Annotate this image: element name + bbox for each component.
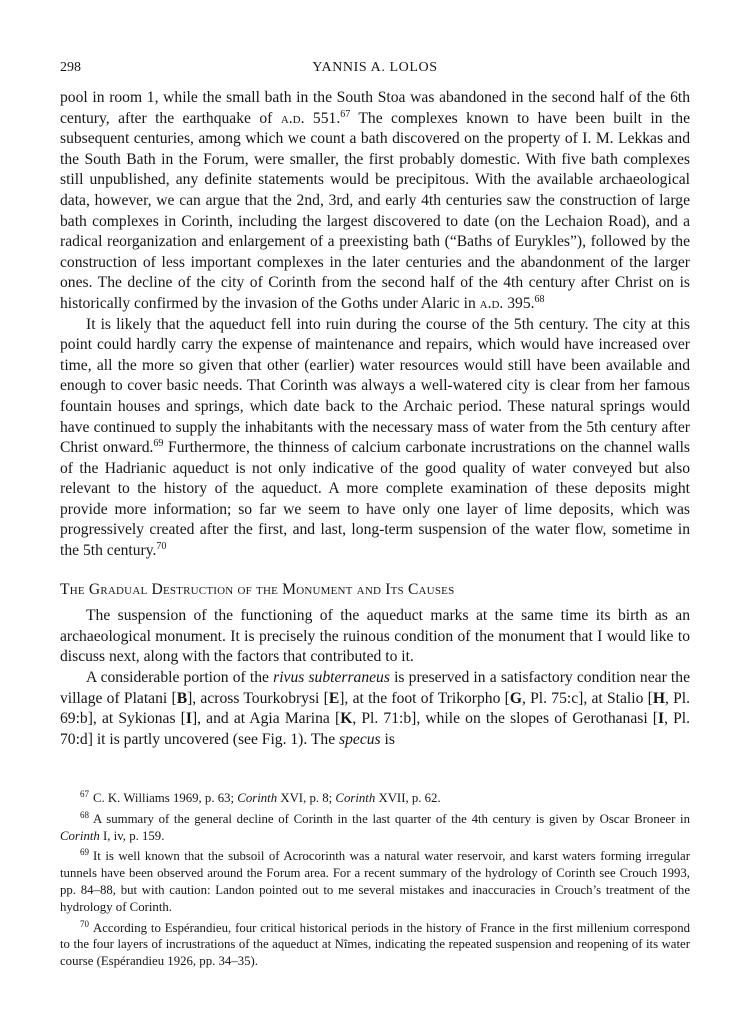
footnote-number: 67 [80, 789, 89, 799]
footnote-ref-70[interactable]: 70 [156, 541, 167, 553]
paragraph-2: It is likely that the aqueduct fell into ruin during the course of the 5th century. The city at this point could hardly carry the expense of maintenance and repairs, which would have increased over time, all the more so given that other (earlier) water resources would still have been available and enough to cover basic needs. That Corinth was always a well-watered city is clear from her famous fountain houses and springs, which date back to the Archaic period. These natural springs would have continued to supply the inhabitants with the necessary mass of water from the 5th century after Christ onward.$^{69}$ Furthermore, the thinness of calcium carbonate incrustrations on the channel walls of the Hadrianic aqueduct is not only indicative of the good quality of water conveyed but also relevant to the history of the aqueduct. A more complete examination of these deposits might provide more information; so far we seem to have only one layer of lime deposits, which was progressively created after the first, and last, long-term suspension of the water flow, sometime in the 5th century.$^{70}$ [60, 315, 690, 560]
section-heading: The Gradual Destruction of the Monument and Its Causes [60, 580, 455, 598]
footnote-number: 68 [80, 809, 89, 820]
footnote-68: $^{68}$ A summary of the general decline of Corinth in the last quarter of the 4th century is given by Oscar Broneer in Corinth I, iv, p. 159. [60, 809, 690, 843]
footnote-ref-68[interactable]: 68 [534, 293, 545, 305]
footnote-69: $^{69}$ It is well known that the subsoil of Acrocorinth was a natural water reservoir, and karst waters forming irregular tunnels have been observed around the Forum area. For a recent summary of the hydrology of Corinth see Crouch 1993, pp. 84–88, but with caution: Landon pointed out to me several mistakes and inaccuracies in Crouch’s treatment of the hydrology of Corinth. [60, 847, 690, 914]
footnote-number: 69 [80, 847, 89, 858]
era-abbreviation: a.d. [479, 294, 504, 312]
body-text [60, 88, 690, 750]
paragraph-1: pool in room 1, while the small bath in the South Stoa was abandoned in the second half of the 6th century, after the earthquake of a.d. 551.67 The complexes known to have been built in the subsequent centuries, among which we count a bath discovered on the property of I. M. Lekkas and the South Bath in the Forum, were smaller, the first probably domestic. With five bath complexes still unpublished, any definite statements would be precipitous. With the available archaeological data, however, we can argue that the 2nd, 3rd, and early 4th centuries saw the construction of large bath complexes in Corinth, including the largest discovered to date (on the Lechaion Road), and a radical reorganization and enlargement of a preexisting bath (“Baths of Eurykles”), followed by the construction of less important complexes in the later centuries and the abandonment of the larger ones. The decline of the city of Corinth from the second half of the 4th century after Christ on is historically confirmed by the invasion of the Goths under Alaric in a.d. 395.68 [60, 89, 690, 312]
footnote-ref-69[interactable]: 69 [153, 438, 164, 450]
site-label-g: G [509, 689, 522, 707]
site-label-i: I [185, 710, 192, 728]
site-label-k: K [340, 710, 353, 728]
site-label-e: E [328, 689, 340, 707]
era-abbreviation: a.d. [280, 109, 305, 127]
latin-term: specus [339, 730, 381, 748]
footnote-70: $^{70}$ According to Espérandieu, four critical historical periods in the history of France in the first millenium correspond to the four layers of incrustrations of the aqueduct at Nîmes, indicating the repeated suspension and reopening of its water course (Espérandieu 1926, pp. 34–35). [60, 918, 690, 969]
running-title: YANNIS A. LOLOS [312, 60, 438, 75]
footnote-ref-67[interactable]: 67 [340, 108, 351, 120]
footnote-67: $^{67}$ C. K. Williams 1969, p. 63; Corinth XVI, p. 8; Corinth XVII, p. 62. [80, 789, 441, 805]
site-label-b: B [176, 689, 188, 707]
page-number: 298 [60, 60, 81, 75]
site-label-i-2: I [658, 710, 665, 728]
footnote-number: 70 [80, 918, 89, 929]
latin-term: rivus subterraneus [273, 669, 390, 687]
footnotes [60, 790, 690, 974]
document-page [60, 0, 690, 1024]
paragraph-3: The suspension of the functioning of the aqueduct marks at the same time its birth as an archaeological monument. It is precisely the ruinous condition of the monument that I would like to discuss next, along with the factors that contributed to it. [60, 607, 690, 666]
paragraph-4: A considerable portion of the rivus subterraneus is preserved in a satisfactory condition near the village of Platani [B], across Tourkobrysi [E], at the foot of Trikorpho [G, Pl. 75:c], at Stalio [H, Pl. 69:b], at Sykionas [I], and at Agia Marina [K, Pl. 71:b], while on the slopes of Gerothanasi [I, Pl. 70:d] it is partly uncovered (see Fig. 1). The specus is [60, 669, 691, 748]
page-header [60, 60, 690, 80]
site-label-h: H [652, 689, 665, 707]
